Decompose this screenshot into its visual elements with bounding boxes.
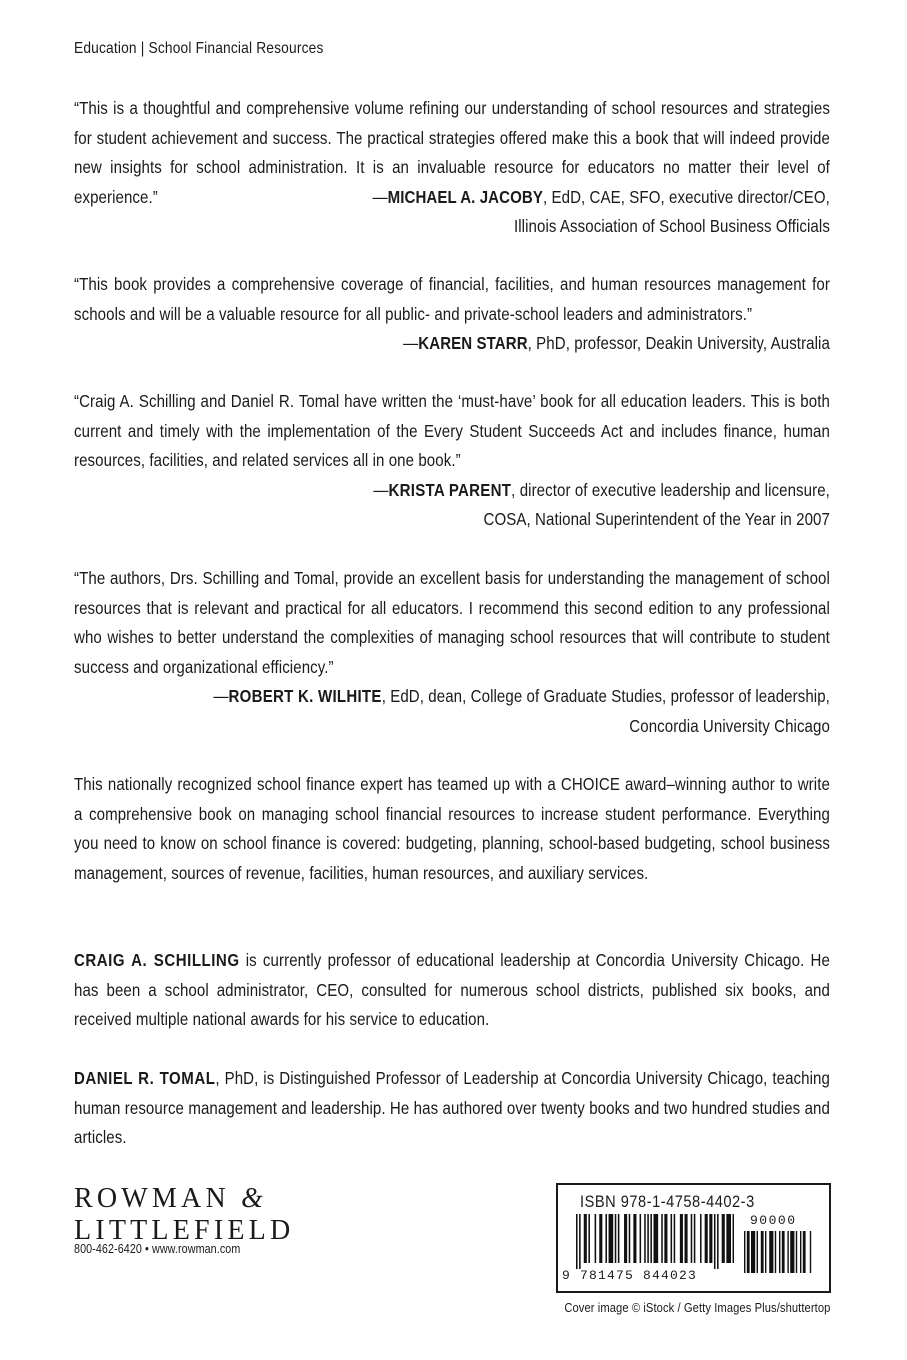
endorsement-quote: “This is a thoughtful and comprehensive volume refining our understanding of school resources and strategies for student achievement and success. The practical strategies offered make this a book that will indeed provide new insights for school administration. It is an invaluable resource for educators no matter their level of experience.” [74,98,830,207]
endorsement-quote: “The authors, Drs. Schilling and Tomal, provide an excellent basis for understanding the management of school resources that is relevant and practical for all educators. I recommend this second edition to any professional who wishes to better understand the complexities of managing school resources that will contribute to student success and organizational efficiency.” [74,568,830,677]
category-label: Education | School Financial Resources [74,40,324,57]
endorser-name: ROBERT K. WILHITE [228,686,382,706]
ean-bars [576,1214,734,1269]
endorser-name: KRISTA PARENT [388,479,512,500]
addon-bars [744,1231,816,1279]
isbn-label: ISBN 978-1-4758-4402-3 [580,1192,755,1211]
author-name: CRAIG A. SCHILLING [74,950,240,970]
endorsement-attribution: —KAREN STARR, PhD, professor, Deakin University, Australia [403,333,830,353]
endorser-affiliation: Illinois Association of School Business Officials [513,216,830,236]
endorsement-1 [74,94,830,242]
endorser-affiliation: COSA, National Superintendent of the Year in 2007 [483,509,830,529]
endorsement-attribution: —KRISTA PARENT, director of executive leadership and licensure, [373,479,830,500]
ean-digits: 9 781475 844023 [562,1268,698,1283]
endorser-name: MICHAEL A. JACOBY [387,186,543,207]
endorser-name: KAREN STARR [418,333,528,353]
endorsement-attribution: —ROBERT K. WILHITE, EdD, dean, College of Graduate Studies, professor of leadership, [213,686,830,706]
price-code: 90000 [750,1213,797,1228]
endorsement-3 [74,387,830,535]
cover-credit: Cover image © iStock / Getty Images Plus/shuttertop [563,1300,830,1315]
endorsement-quote: “Craig A. Schilling and Daniel R. Tomal have written the ‘must-have’ book for all education leaders. This is both current and timely with the implementation of the Every Student Succeeds Act and includes finance, human resources, facilities, and related services all in one book.” [74,391,830,470]
author-bio-text: , PhD, is Distinguished Professor of Leadership at Concordia University Chicago, teaching human resource management and leadership. He has authored over twenty books and two hundred studies and articles. [74,1068,830,1147]
endorsement-attribution: —MICHAEL A. JACOBY, EdD, CAE, SFO, executive director/CEO, [372,186,830,207]
publisher-logo: ROWMAN & LITTLEFIELD [74,1183,295,1246]
author-bio-text: is currently professor of educational leadership at Concordia University Chicago. He has been a school administrator, CEO, consulted for numerous school districts, published six books, and received multiple national awards for his service to education. [74,950,830,1029]
author-bio-2 [74,1064,830,1153]
endorser-affiliation: Concordia University Chicago [629,715,830,736]
endorsement-2 [74,270,830,359]
author-bio-1 [74,946,830,1035]
isbn-barcode [556,1183,831,1293]
author-name: DANIEL R. TOMAL [74,1068,216,1088]
endorsement-quote: “This book provides a comprehensive coverage of financial, facilities, and human resources management for schools and will be a valuable resource for all public- and private-school leaders and administrators.” [74,274,830,324]
book-description: This nationally recognized school finance expert has teamed up with a CHOICE award–winning author to write a comprehensive book on managing school financial resources to increase student performance. Everything you need to know on school finance is covered: budgeting, planning, school-based budgeting, school business management, sources of revenue, facilities, human resources, and auxiliary services. [74,774,830,883]
endorsement-4 [74,564,830,741]
publisher-contact: 800-462-6420 • www.rowman.com [74,1242,241,1256]
